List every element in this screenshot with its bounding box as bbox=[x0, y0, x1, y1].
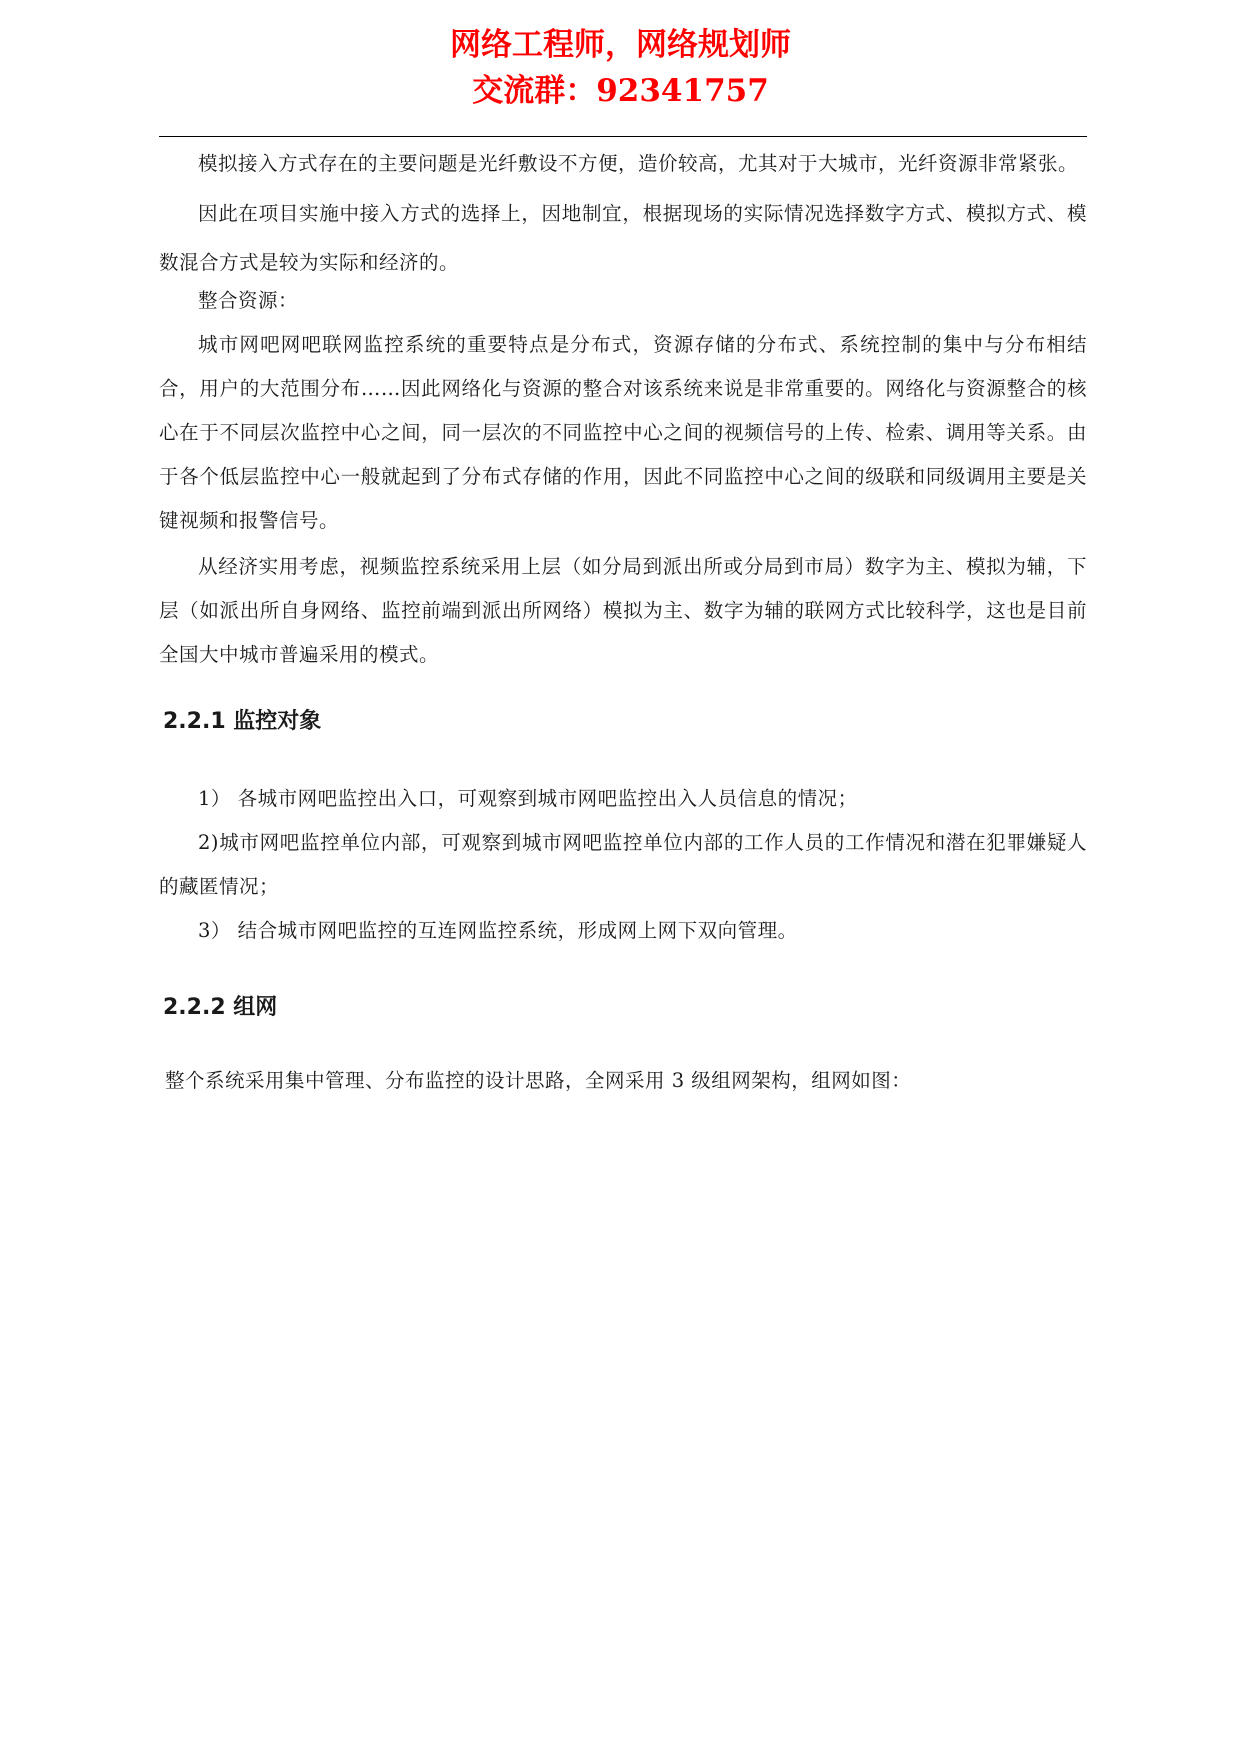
header-title: 网络工程师，网络规划师 bbox=[450, 27, 791, 63]
paragraph-analog-access: 模拟接入方式存在的主要问题是光纤敷设不方便，造价较高，尤其对于大城市，光纤资源非常紧张。 bbox=[198, 152, 1079, 175]
paragraph-access-choice: 因此在项目实施中接入方式的选择上，因地制宜，根据现场的实际情况选择数字方式、模拟方式、模数混合方式是较为实际和经济的。 bbox=[159, 202, 1087, 274]
paragraph-economic: 从经济实用考虑，视频监控系统采用上层（如分局到派出所或分局到市局）数字为主、模拟为辅，下层（如派出所自身网络、监控前端到派出所网络）模拟为主、数字为辅的联网方式比较科学，这也是目前全国大中城市普遍采用的模式。 bbox=[159, 555, 1087, 666]
list-item: 2)城市网吧监控单位内部，可观察到城市网吧监控单位内部的工作人员的工作情况和潜在犯罪嫌疑人的藏匿情况； bbox=[159, 831, 1087, 898]
paragraph-resource-integration: 城市网吧网吧联网监控系统的重要特点是分布式，资源存储的分布式、系统控制的集中与分布相结合，用户的大范围分布……因此网络化与资源的整合对该系统来说是非常重要的。网络化与资源整合的核心在于不同层次监控中心之间，同一层次的不同监控中心之间的视频信号的上传、检索、调用等关系。由于各个低层监控中心一般就起到了分布式存储的作用，因此不同监控中心之间的级联和同级调用主要是关键视频和报警信号。 bbox=[159, 333, 1087, 532]
section-heading-networking: 2.2.2 组网 bbox=[163, 995, 278, 1020]
section-heading-monitoring-targets: 2.2.1 监控对象 bbox=[163, 709, 322, 734]
list-item: 3） 结合城市网吧监控的互连网监控系统，形成网上网下双向管理。 bbox=[198, 919, 798, 942]
paragraph-networking: 整个系统采用集中管理、分布监控的设计思路，全网采用 3 级组网架构，组网如图： bbox=[165, 1069, 912, 1092]
header-group-number: 交流群：92341757 bbox=[472, 73, 769, 109]
header-divider bbox=[159, 136, 1087, 137]
page-header bbox=[0, 22, 1241, 114]
list-item: 1） 各城市网吧监控出入口，可观察到城市网吧监控出入人员信息的情况； bbox=[198, 787, 858, 810]
document-body bbox=[159, 142, 1087, 1103]
paragraph-resource-label: 整合资源： bbox=[198, 289, 299, 312]
